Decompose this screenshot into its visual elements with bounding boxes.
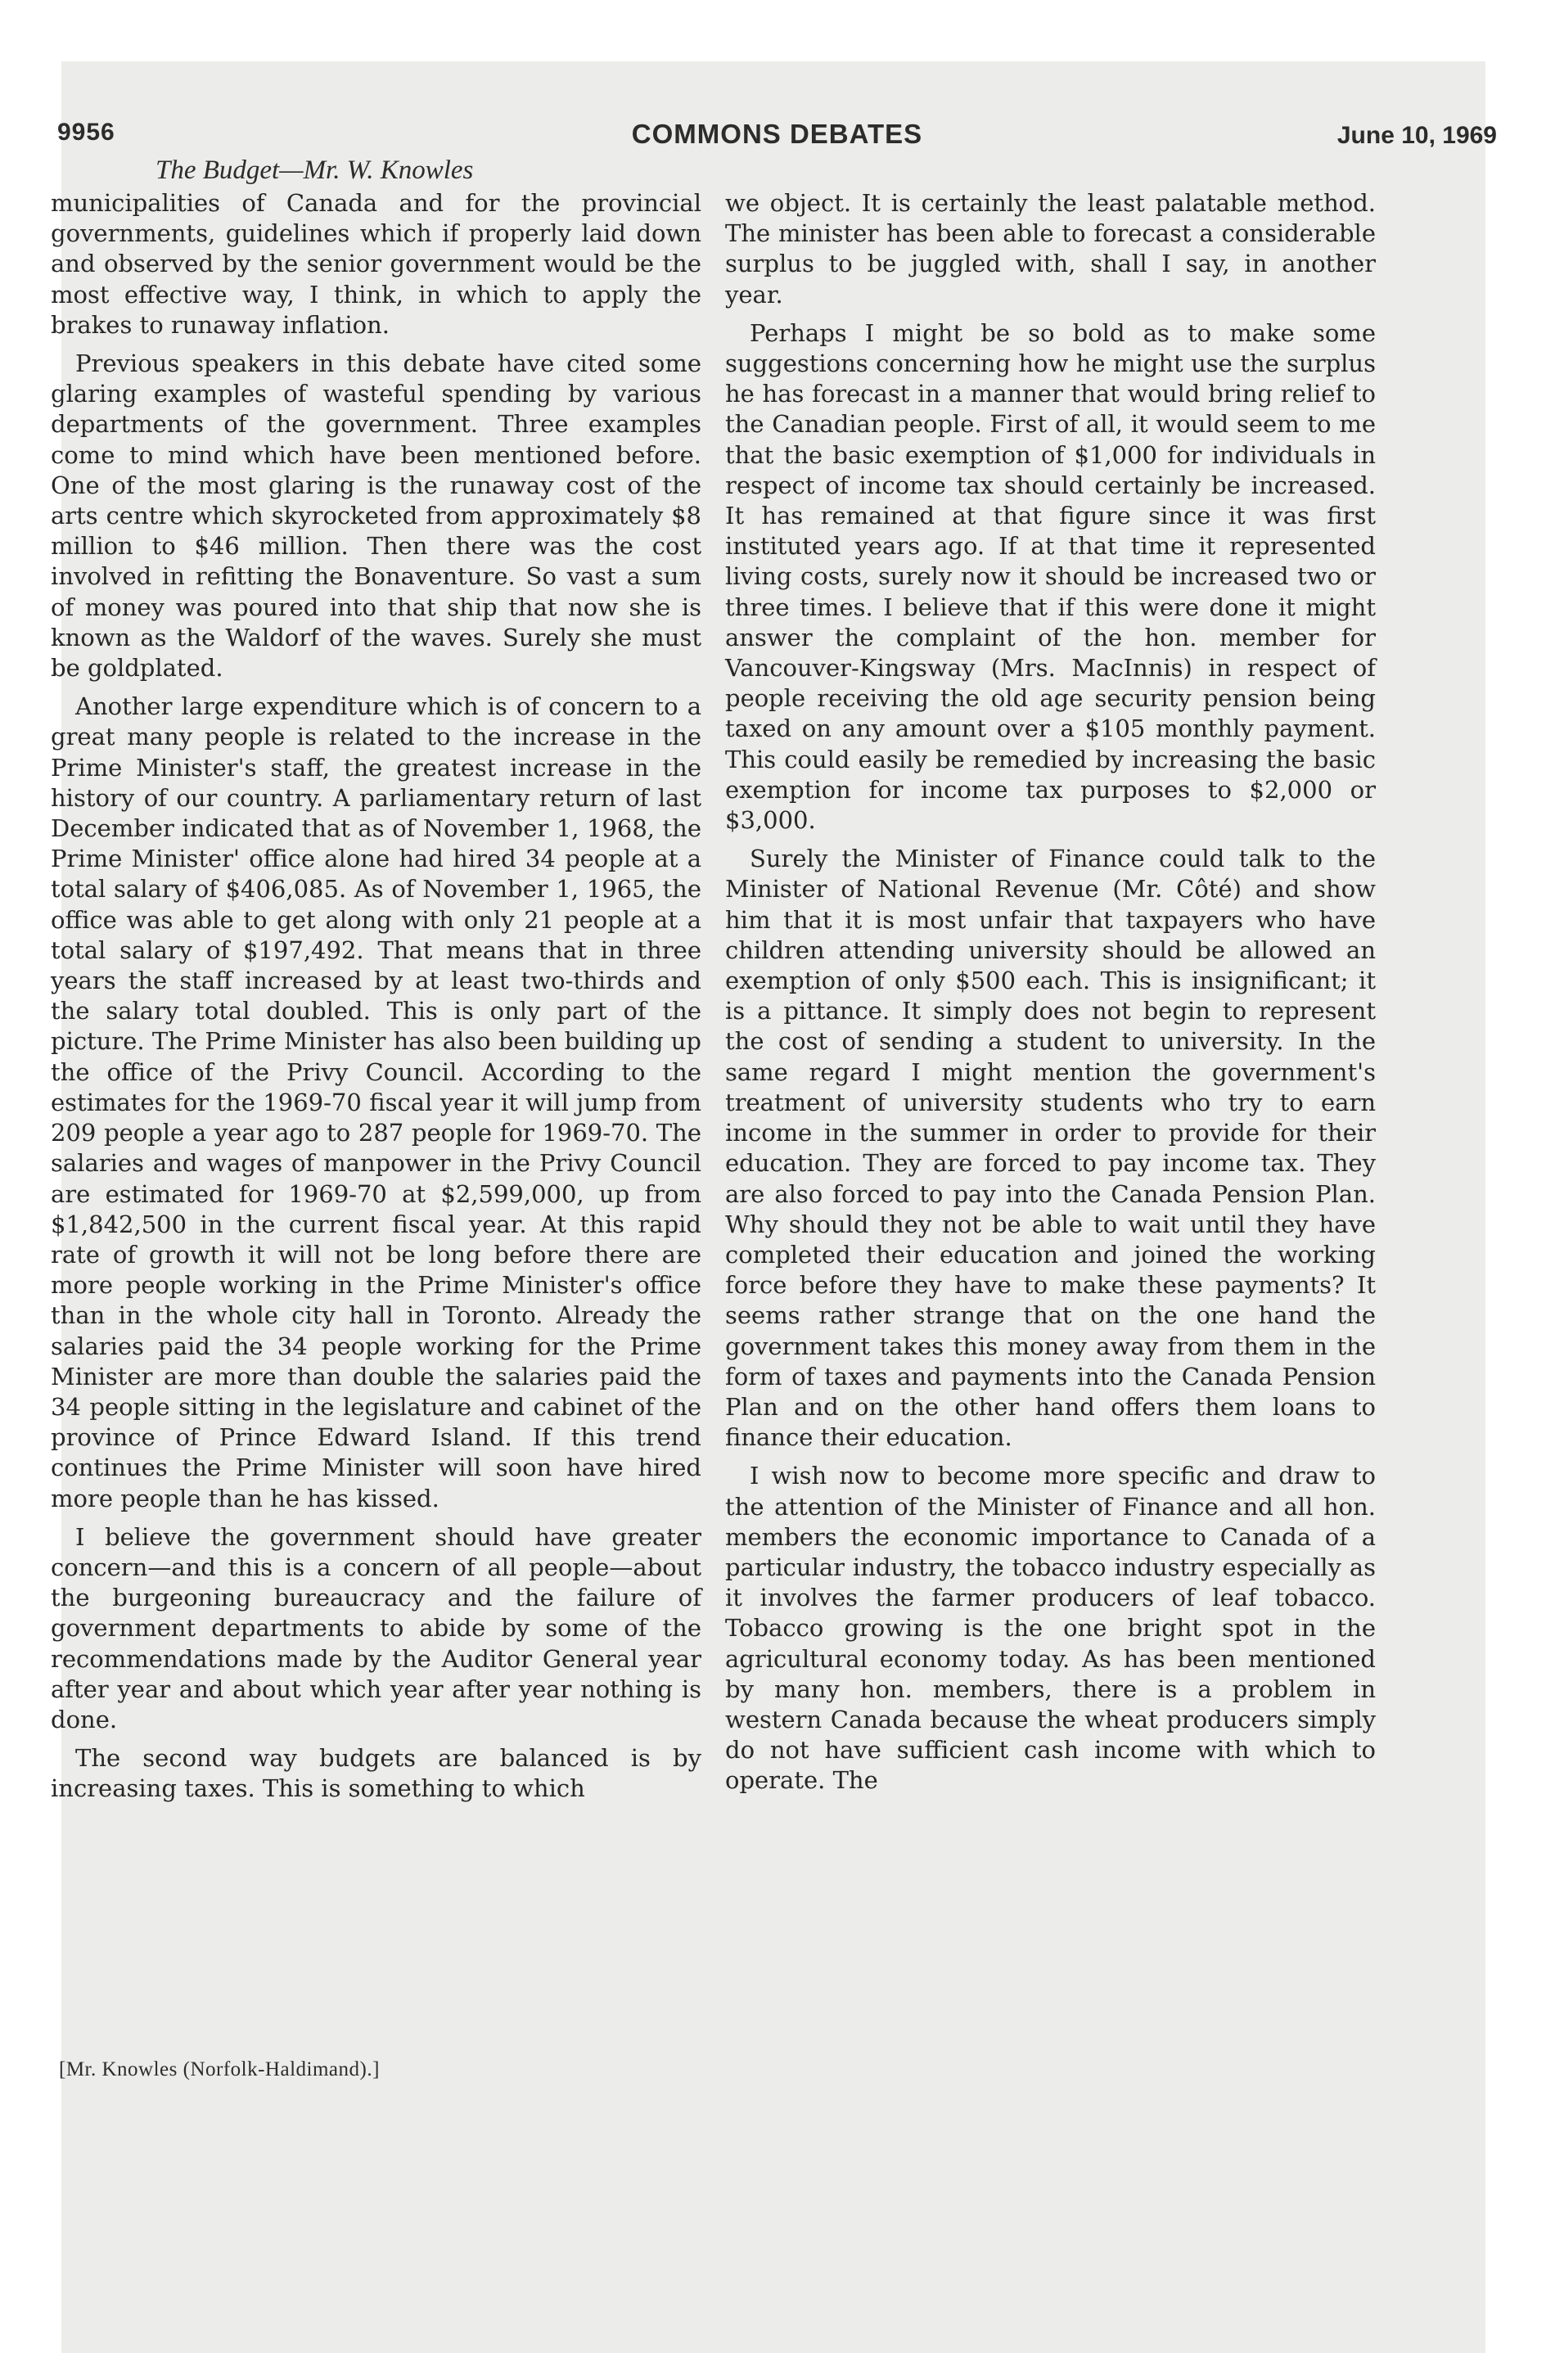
page-number: 9956 <box>57 119 115 146</box>
paragraph: Another large expenditure which is of concern to a great many people is related to the increase in the Prime Minister's staff, the greatest increase in the history of our country. A parliamentary return of last December indicated that as of November 1, 1968, the Prime Minister' office alone had hired 34 people at a total salary of $406,085. As of November 1, 1965, the office was able to get along with only 21 people at a total salary of $197,492. That means that in three years the staff increased by at least two-thirds and the salary total doubled. This is only part of the picture. The Prime Minister has also been building up the office of the Privy Council. According to the estimates for the 1969-70 fiscal year it will jump from 209 people a year ago to 287 people for 1969-70. The salaries and wages of manpower in the Privy Council are estimated for 1969-70 at $2,599,000, up from $1,842,500 in the current fiscal year. At this rapid rate of growth it will not be long before there are more people working in the Prime Minister's office than in the whole city hall in Toronto. Already the salaries paid the 34 people working for the Prime Minister are more than double the salaries paid the 34 people sitting in the legislature and cabinet of the province of Prince Edward Island. If this trend continues the Prime Minister will soon have hired more people than he has kissed. <box>51 692 701 1512</box>
paragraph: Previous speakers in this debate have cited some glaring examples of wasteful spending by various departments of the government. Three examples come to mind which have been mentioned before. One of the most glaring is the runaway cost of the arts centre which skyrocketed from approximately $8 million to $46 million. Then there was the cost involved in refitting the Bonaventure. So vast a sum of money was poured into that ship that now she is known as the Waldorf of the waves. Surely she must be goldplated. <box>51 349 701 683</box>
paragraph: I wish now to become more specific and draw to the attention of the Minister of Finance and all hon. members the economic importance to Canada of a particular industry, the tobacco industry especially as it involves the farmer producers of leaf tobacco. Tobacco growing is the one bright spot in the agricultural economy today. As has been mentioned by many hon. members, there is a problem in western Canada because the wheat producers simply do not have sufficient cash income with which to operate. The <box>725 1462 1376 1795</box>
right-column <box>725 188 1376 1805</box>
journal-title: COMMONS DEBATES <box>631 119 923 149</box>
issue-date: June 10, 1969 <box>1336 122 1497 149</box>
paragraph: The second way budgets are balanced is by increasing taxes. This is something to which <box>51 1744 701 1803</box>
paragraph: I believe the government should have greater concern—and this is a concern of all people—about the burgeoning bureaucracy and the failure of government departments to abide by some of the recommendations made by the Auditor General year after year and about which year after year nothing is done. <box>51 1522 701 1733</box>
speaker-note: [Mr. Knowles (Norfolk-Haldimand).] <box>59 2058 380 2080</box>
running-head: The Budget—Mr. W. Knowles <box>156 156 474 185</box>
left-column <box>51 188 701 1813</box>
paragraph: Perhaps I might be so bold as to make some suggestions concerning how he might use the surplus he has forecast in a manner that would bring relief to the Canadian people. First of all, it would seem to me that the basic exemption of $1,000 for individuals in respect of income tax should certainly be increased. It has remained at that figure since it was first instituted years ago. If at that time it represented living costs, surely now it should be increased two or three times. I believe that if this were done it might answer the complaint of the hon. member for Vancouver-Kingsway (Mrs. MacInnis) in respect of people receiving the old age security pension being taxed on any amount over a $105 monthly payment. This could easily be remedied by increasing the basic exemption for income tax purposes to $2,000 or $3,000. <box>725 318 1376 835</box>
paragraph: municipalities of Canada and for the provincial governments, guidelines which if properly laid down and observed by the senior government would be the most effective way, I think, in which to apply the brakes to runaway inflation. <box>51 189 701 339</box>
paragraph: we object. It is certainly the least palatable method. The minister has been able to forecast a considerable surplus to be juggled with, shall I say, in another year. <box>725 189 1376 309</box>
paragraph: Surely the Minister of Finance could talk to the Minister of National Revenue (Mr. Côté) and show him that it is most unfair that taxpayers who have children attending university should be allowed an exemption of only $500 each. This is insignificant; it is a pittance. It simply does not begin to represent the cost of sending a student to university. In the same regard I might mention the government's treatment of university students who try to earn income in the summer in order to provide for their education. They are forced to pay income tax. They are also forced to pay into the Canada Pension Plan. Why should they not be able to wait until they have completed their education and joined the working force before they have to make these payments? It seems rather strange that on the one hand the government takes this money away from them in the form of taxes and payments into the Canada Pension Plan and on the other hand offers them loans to finance their education. <box>725 845 1376 1452</box>
page-header <box>57 119 1497 160</box>
